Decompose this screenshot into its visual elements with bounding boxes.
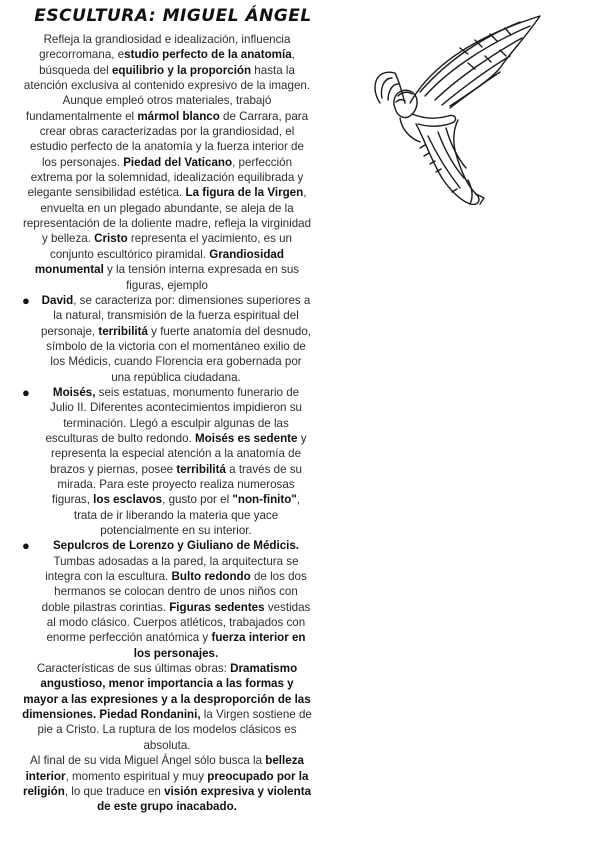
closing-paragraph-1: [22, 661, 312, 753]
bullet-icon: ●: [22, 538, 30, 554]
head: [394, 90, 417, 117]
text-run: seis estatuas, monumento funerario de Julio II. Diferentes acontecimientos impidieron su terminación. Llegó a esculpir algunas de las esculturas de bulto redondo.: [45, 385, 302, 445]
text-run: representa el yacimiento, es un conjunto escultórico piramidal.: [50, 232, 293, 261]
bullet-icon: ●: [22, 292, 30, 308]
intro-paragraph: [22, 32, 312, 293]
bold-run: La figura de la Virgen: [185, 186, 304, 200]
wing-feather: [442, 56, 510, 105]
bold-run: equilibrio y la proporción: [111, 63, 252, 77]
text-run: vestidas al modo clásico. Cuerpos atléticos, trabajados con enorme perfección anatómica y: [46, 600, 311, 645]
list-item-text: [22, 538, 312, 661]
arm: [412, 114, 456, 126]
bold-run: Figuras sedentes: [169, 600, 265, 614]
wing-feather: [435, 38, 522, 100]
text-run: Refleja la grandiosidad e idealización, influencia grecorromana, e: [39, 33, 291, 62]
text-run: , gusto por el: [162, 493, 233, 507]
text-run: , momento espiritual y muy: [65, 769, 208, 783]
list-item-sepulcros: [22, 538, 312, 661]
text-run: y la tensión interna expresada en sus figuras, ejemplo: [103, 263, 300, 292]
bold-run: Piedad del Vaticano: [123, 155, 233, 169]
text-run: , perfección extrema por la solemnidad, idealización equilibrada y elegante sensibilidad estética.: [27, 155, 304, 200]
list-item-david: [22, 293, 312, 385]
bold-run: David: [41, 293, 74, 307]
shading: [420, 145, 457, 192]
angel-illustration: [350, 8, 550, 208]
text-run: Características de sus últimas obras:: [36, 662, 231, 676]
body-text: [22, 32, 312, 815]
list-item-moises: [22, 385, 312, 538]
robe-fold: [428, 128, 466, 188]
list-item-text: [22, 385, 312, 538]
bold-run: los esclavos: [93, 493, 163, 507]
bold-run: terribilitá: [176, 462, 226, 476]
bold-run: Sepulcros de Lorenzo y Giuliano de Médicis.: [52, 539, 300, 553]
text-run: Al final de su vida Miguel Ángel sólo busca la: [30, 754, 266, 768]
bold-run: belleza interior: [25, 754, 304, 783]
bold-run: studio perfecto de la anatomía: [124, 48, 292, 62]
text-run: , trata de ir liberando la materia que yace potencialmente en su interior.: [73, 493, 301, 537]
text-run: , búsqueda del: [39, 48, 295, 77]
closing-paragraph-2: [22, 753, 312, 814]
small-wing: [375, 72, 405, 103]
bold-run: visión expresiva y violenta de este grupo inacabado.: [97, 784, 312, 814]
wing-feather: [420, 22, 520, 92]
text-run: y representa la especial atención a la anatomía de brazos y piernas, posee: [50, 431, 307, 476]
text-run: Tumbas adosadas a la pared, la arquitectura se integra con la escultura.: [45, 554, 299, 584]
page-title: ESCULTURA: MIGUEL ÁNGEL: [34, 6, 312, 26]
bold-run: Grandiosidad monumental: [34, 247, 284, 277]
bold-run: Cristo: [94, 232, 128, 246]
bold-run: terribilitá: [98, 324, 148, 338]
text-run: y fuerte anatomía del desnudo, símbolo de la victoria con el momentáneo exilio de los Médicis, cuando Florencia era gobernada por una república ciudadana.: [46, 324, 312, 384]
bold-run: mármol blanco: [137, 109, 220, 123]
bold-run: Bulto redondo: [171, 570, 251, 584]
bold-run: fuerza interior en los personajes.: [133, 631, 306, 660]
text-run: , se caracteriza por: dimensiones superiores a la natural, transmisión de la fuerza espiritual del personaje,: [40, 293, 311, 338]
text-run: , lo que traduce en: [64, 784, 165, 798]
bold-run: Moisés es sedente: [195, 431, 298, 445]
leg: [468, 180, 484, 204]
arm: [400, 118, 420, 142]
wing-feather: [425, 26, 530, 96]
bullet-icon: ●: [22, 384, 30, 400]
bold-run: Dramatismo angustioso, menor importancia a las formas y mayor a las expresiones y a la desproporción de las dimensiones. Piedad Rondanini,: [22, 662, 311, 722]
text-run: de Carrara, para crear obras caracterizadas por la grandiosidad, el estudio perfecto de la anatomía y la fuerza interior de los personajes.: [30, 109, 309, 169]
text-run: a través de su mirada. Para este proyecto realiza numerosas figuras,: [51, 462, 302, 507]
text-run: hasta la atención exclusiva al contenido expresivo de la imagen. Aunque empleó otros materiales, trabajó fundamentalmente el: [23, 63, 311, 123]
list-item-text: [22, 293, 312, 385]
text-run: de los dos hermanos se colocan dentro de unos niños con doble pilastras corintias.: [41, 570, 307, 614]
text-run: , envuelta en un plegado abundante, se aleja de la representación de la doliente madre, refleja la virginidad y belleza.: [22, 186, 312, 246]
bold-run: "non-finito": [232, 493, 297, 507]
bold-run: preocupado por la religión: [22, 769, 309, 798]
text-run: la Virgen sostiene de pie a Cristo. La ruptura de los modelos clásicos es absoluta.: [37, 708, 312, 752]
bold-run: Moisés,: [52, 385, 96, 399]
wing-feather: [450, 72, 500, 108]
